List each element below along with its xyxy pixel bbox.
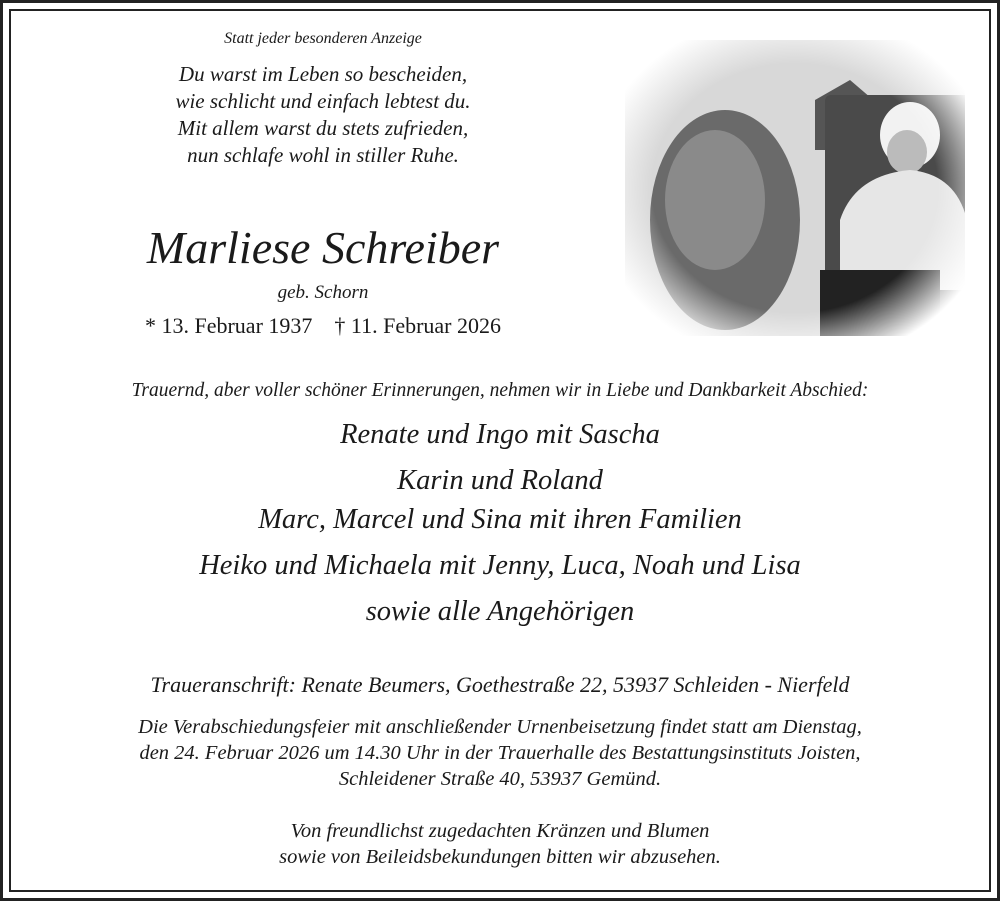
closing-line: Von freundlichst zugedachten Kränzen und Blumen <box>290 820 710 842</box>
mourning-address: Traueranschrift: Renate Beumers, Goethestraße 22, 53937 Schleiden - Nierfeld <box>150 672 850 697</box>
header-text: Statt jeder besonderen Anzeige <box>224 30 422 47</box>
ceremony-line: den 24. Februar 2026 um 14.30 Uhr in der Trauerhalle des Bestattungsinstituts Joisten, <box>139 742 861 764</box>
maiden-name: geb. Schorn <box>277 282 369 303</box>
life-dates: * 13. Februar 1937 † 11. Februar 2026 <box>144 313 502 338</box>
poem-line: nun schlafe wohl in stiller Ruhe. <box>187 143 459 167</box>
mourner-line: Karin und Roland <box>397 465 603 496</box>
portrait-photo <box>625 40 965 336</box>
mourner-line: Renate und Ingo mit Sascha <box>340 419 660 450</box>
photo-illustration <box>625 40 965 336</box>
deceased-name: Marliese Schreiber <box>146 222 500 273</box>
poem-line: Du warst im Leben so bescheiden, <box>178 62 468 86</box>
poem-line: wie schlicht und einfach lebtest du. <box>175 89 471 113</box>
ceremony-line: Schleidener Straße 40, 53937 Gemünd. <box>338 768 662 790</box>
mourner-line: Marc, Marcel und Sina mit ihren Familien <box>258 504 742 535</box>
mourner-line: Heiko und Michaela mit Jenny, Luca, Noah und Lisa <box>199 550 801 581</box>
poem-line: Mit allem warst du stets zufrieden, <box>177 116 469 140</box>
mourner-line: sowie alle Angehörigen <box>365 596 635 627</box>
tagline: Trauernd, aber voller schöner Erinnerungen, nehmen wir in Liebe und Dankbarkeit Abschied: <box>131 380 869 401</box>
ceremony-line: Die Verabschiedungsfeier mit anschließender Urnenbeisetzung findet statt am Dienstag, <box>138 716 862 738</box>
closing-line: sowie von Beileidsbekundungen bitten wir abzusehen. <box>279 846 721 868</box>
